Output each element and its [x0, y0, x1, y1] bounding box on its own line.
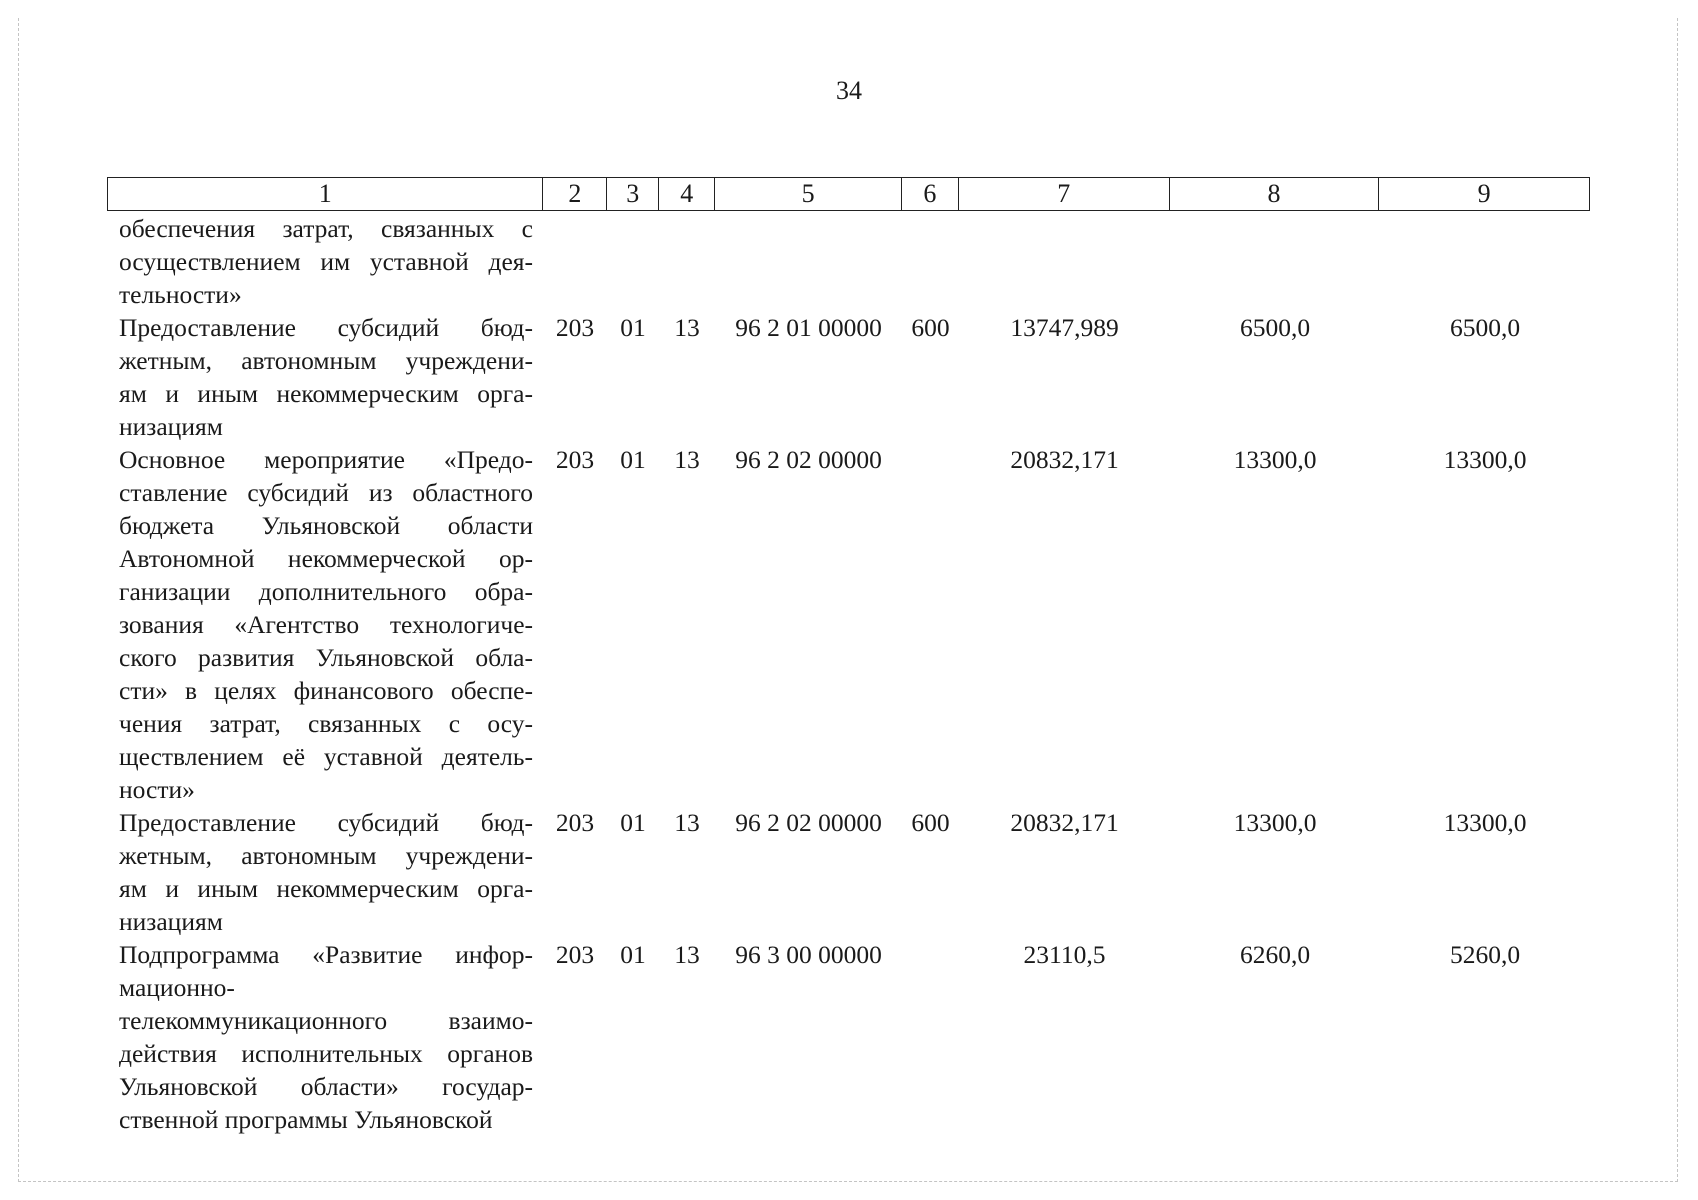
cell-amount-col7: 23110,5	[1023, 940, 1106, 969]
cell-section: 01	[620, 313, 646, 342]
column-header-9: 9	[1477, 179, 1491, 208]
description-line: тельности»	[119, 280, 242, 309]
row-description	[107, 443, 543, 806]
row-description	[107, 806, 543, 938]
description-line: ского развития Ульяновской обла-	[119, 643, 533, 672]
cell-subsection: 13	[674, 445, 700, 474]
cell-amount-col8: 6260,0	[1239, 940, 1311, 969]
description-line: ности»	[119, 775, 195, 804]
row-description	[107, 212, 543, 311]
description-line: осуществлением им уставной дея-	[119, 247, 533, 276]
cell-amount-col9: 5260,0	[1449, 940, 1521, 969]
description-line: обеспечения затрат, связанных с	[119, 214, 533, 243]
description-line: мационно-	[119, 973, 235, 1002]
cell-section: 01	[620, 808, 646, 837]
description-line: ям и иным некоммерческим орга-	[119, 379, 533, 408]
cell-budget-code: 203	[555, 445, 595, 474]
description-line: телекоммуникационного взаимо-	[119, 1006, 533, 1035]
description-line: сти» в целях финансового обеспе-	[119, 676, 533, 705]
cell-amount-col7: 20832,171	[1010, 808, 1119, 837]
column-header-6: 6	[902, 178, 959, 210]
cell-target-article: 96 2 01 00000	[735, 313, 882, 342]
cell-amount-col8: 13300,0	[1233, 445, 1317, 474]
cell-budget-code: 203	[555, 313, 595, 342]
cell-amount-col9: 6500,0	[1449, 313, 1521, 342]
description-line: Подпрограмма «Развитие инфор-	[119, 940, 533, 969]
cell-subsection: 13	[674, 808, 700, 837]
cell-target-article: 96 2 02 00000	[735, 445, 882, 474]
row-description	[107, 311, 543, 443]
table-body	[107, 212, 1590, 1136]
description-line: Предоставление субсидий бюд-	[119, 313, 533, 342]
column-header-4: 4	[659, 178, 715, 210]
description-line: ставление субсидий из областного	[119, 478, 533, 507]
table-row	[107, 212, 1590, 311]
description-line: Автономной некоммерческой ор-	[119, 544, 533, 573]
cell-amount-col8: 13300,0	[1233, 808, 1317, 837]
description-line: бюджета Ульяновской области	[119, 511, 533, 540]
table-row	[107, 443, 1590, 806]
cell-budget-code: 203	[555, 808, 595, 837]
description-line: низациям	[119, 907, 223, 936]
cell-target-article: 96 3 00 00000	[735, 940, 882, 969]
column-header-7: 7	[959, 178, 1170, 210]
description-line: ственной программы Ульяновской	[119, 1105, 493, 1134]
cell-expense-type: 600	[911, 808, 950, 837]
description-line: зования «Агентство технологиче-	[119, 610, 533, 639]
cell-amount-col9: 13300,0	[1443, 445, 1527, 474]
description-line: низациям	[119, 412, 223, 441]
description-line: жетным, автономным учреждени-	[119, 346, 533, 375]
cell-section: 01	[620, 445, 646, 474]
description-line: Предоставление субсидий бюд-	[119, 808, 533, 837]
cell-budget-code: 203	[555, 940, 595, 969]
column-header-5: 5	[715, 178, 902, 210]
cell-amount-col7: 13747,989	[1010, 313, 1119, 342]
page-number: 34	[836, 76, 862, 105]
description-line: ществлением её уставной деятель-	[119, 742, 533, 771]
description-line: Ульяновской области» государ-	[119, 1072, 533, 1101]
cell-subsection: 13	[674, 940, 700, 969]
column-header-8: 8	[1170, 178, 1380, 210]
cell-section: 01	[620, 940, 646, 969]
description-line: ганизации дополнительного обра-	[119, 577, 533, 606]
cell-subsection: 13	[674, 313, 700, 342]
cell-amount-col8: 6500,0	[1239, 313, 1311, 342]
table-row	[107, 311, 1590, 443]
cell-expense-type: 600	[911, 313, 950, 342]
description-line: чения затрат, связанных с осу-	[119, 709, 533, 738]
table-row	[107, 938, 1590, 1136]
description-line: действия исполнительных органов	[119, 1039, 533, 1068]
column-header-3: 3	[607, 178, 659, 210]
description-line: Основное мероприятие «Предо-	[119, 445, 533, 474]
column-header-1: 1	[108, 178, 543, 210]
description-line: жетным, автономным учреждени-	[119, 841, 533, 870]
row-description	[107, 938, 543, 1136]
table-row	[107, 806, 1590, 938]
cell-amount-col9: 13300,0	[1443, 808, 1527, 837]
cell-amount-col7: 20832,171	[1010, 445, 1119, 474]
description-line: ям и иным некоммерческим орга-	[119, 874, 533, 903]
column-header-2: 2	[543, 178, 607, 210]
cell-target-article: 96 2 02 00000	[735, 808, 882, 837]
table-header-row	[107, 177, 1590, 211]
